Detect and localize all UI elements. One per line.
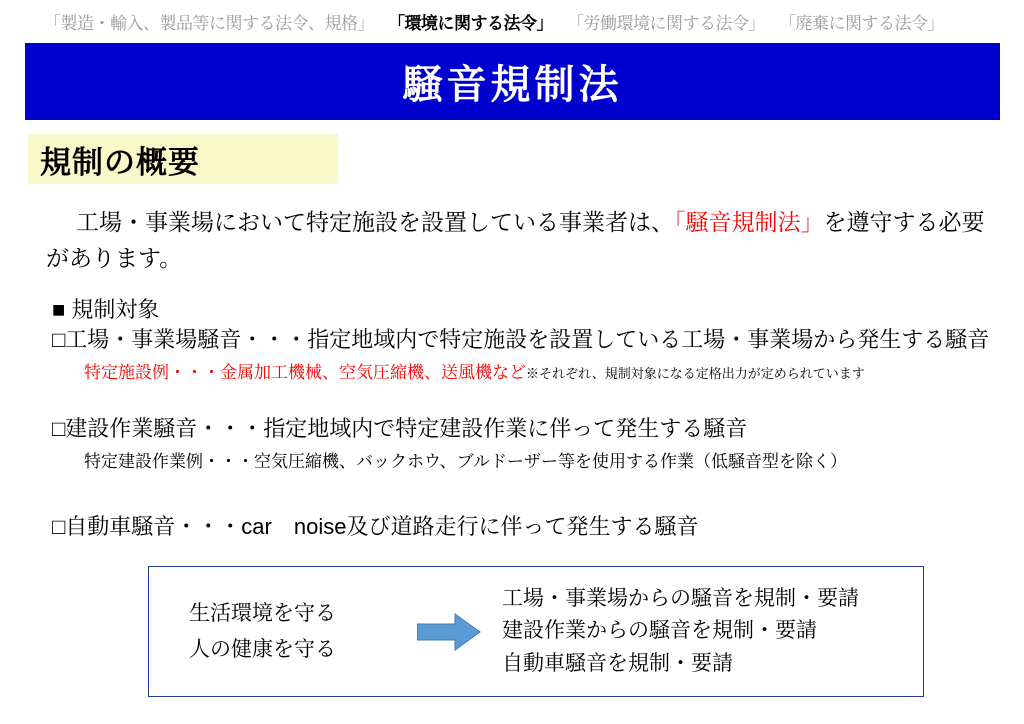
regulation-target-heading: ■ 規制対象 — [52, 297, 160, 322]
lead-text-part1: 工場・事業場において特定施設を設置している事業者は、 — [76, 209, 674, 235]
summary-box — [148, 566, 924, 697]
item-factory-noise-sub — [52, 360, 989, 386]
category-item-manufacturing[interactable]: 「製造・輸入、製品等に関する法令、規格」 — [44, 13, 374, 33]
section-heading — [28, 134, 338, 184]
category-item-environment[interactable]: 「環境に関する法令」 — [388, 13, 553, 33]
item-factory-noise-note: ※それぞれ、規制対象になる定格出力が定められています — [526, 366, 865, 381]
summary-right — [494, 583, 923, 681]
page-title: 騒音規制法 — [402, 63, 623, 107]
summary-left-line2: 人の健康を守る — [189, 637, 336, 661]
section-heading-label: 規制の概要 — [40, 144, 200, 180]
lead-text-part2: を遵守する必要があります。 — [46, 209, 985, 271]
item-vehicle-noise — [52, 510, 698, 543]
summary-right-line3: 自動車騒音を規制・要請 — [502, 651, 733, 675]
item-factory-noise — [52, 323, 989, 386]
summary-left — [149, 596, 404, 667]
summary-right-line1: 工場・事業場からの騒音を規制・要請 — [502, 586, 859, 610]
item-factory-noise-label: □工場・事業場騒音・・・指定地域内で特定施設を設置している工場・事業場から発生する騒音 — [52, 327, 990, 352]
lead-highlight: 「騒音規制法」 — [674, 209, 824, 235]
category-strip — [0, 6, 1024, 36]
summary-right-line2: 建設作業からの騒音を規制・要請 — [502, 619, 817, 643]
right-arrow-wrap — [404, 612, 494, 652]
item-construction-noise-sub: 特定建設作業例・・・空気圧縮機、バックホウ、ブルドーザー等を使用する作業（低騒音型を除く） — [84, 452, 847, 471]
item-factory-noise-sub-text: 特定施設例・・・金属加工機械、空気圧縮機、送風機など — [84, 363, 526, 382]
summary-left-line1: 生活環境を守る — [189, 601, 336, 625]
item-construction-noise — [52, 412, 847, 475]
right-arrow-icon — [417, 612, 481, 652]
item-construction-noise-label: □建設作業騒音・・・指定地域内で特定建設作業に伴って発生する騒音 — [52, 416, 748, 441]
page-title-bar — [25, 43, 1000, 120]
item-vehicle-noise-label: □自動車騒音・・・car noise及び道路走行に伴って発生する騒音 — [52, 514, 699, 539]
category-item-labor[interactable]: 「労働環境に関する法令」 — [567, 13, 765, 33]
category-item-disposal[interactable]: 「廃棄に関する法令」 — [779, 13, 944, 33]
lead-paragraph — [46, 205, 986, 276]
